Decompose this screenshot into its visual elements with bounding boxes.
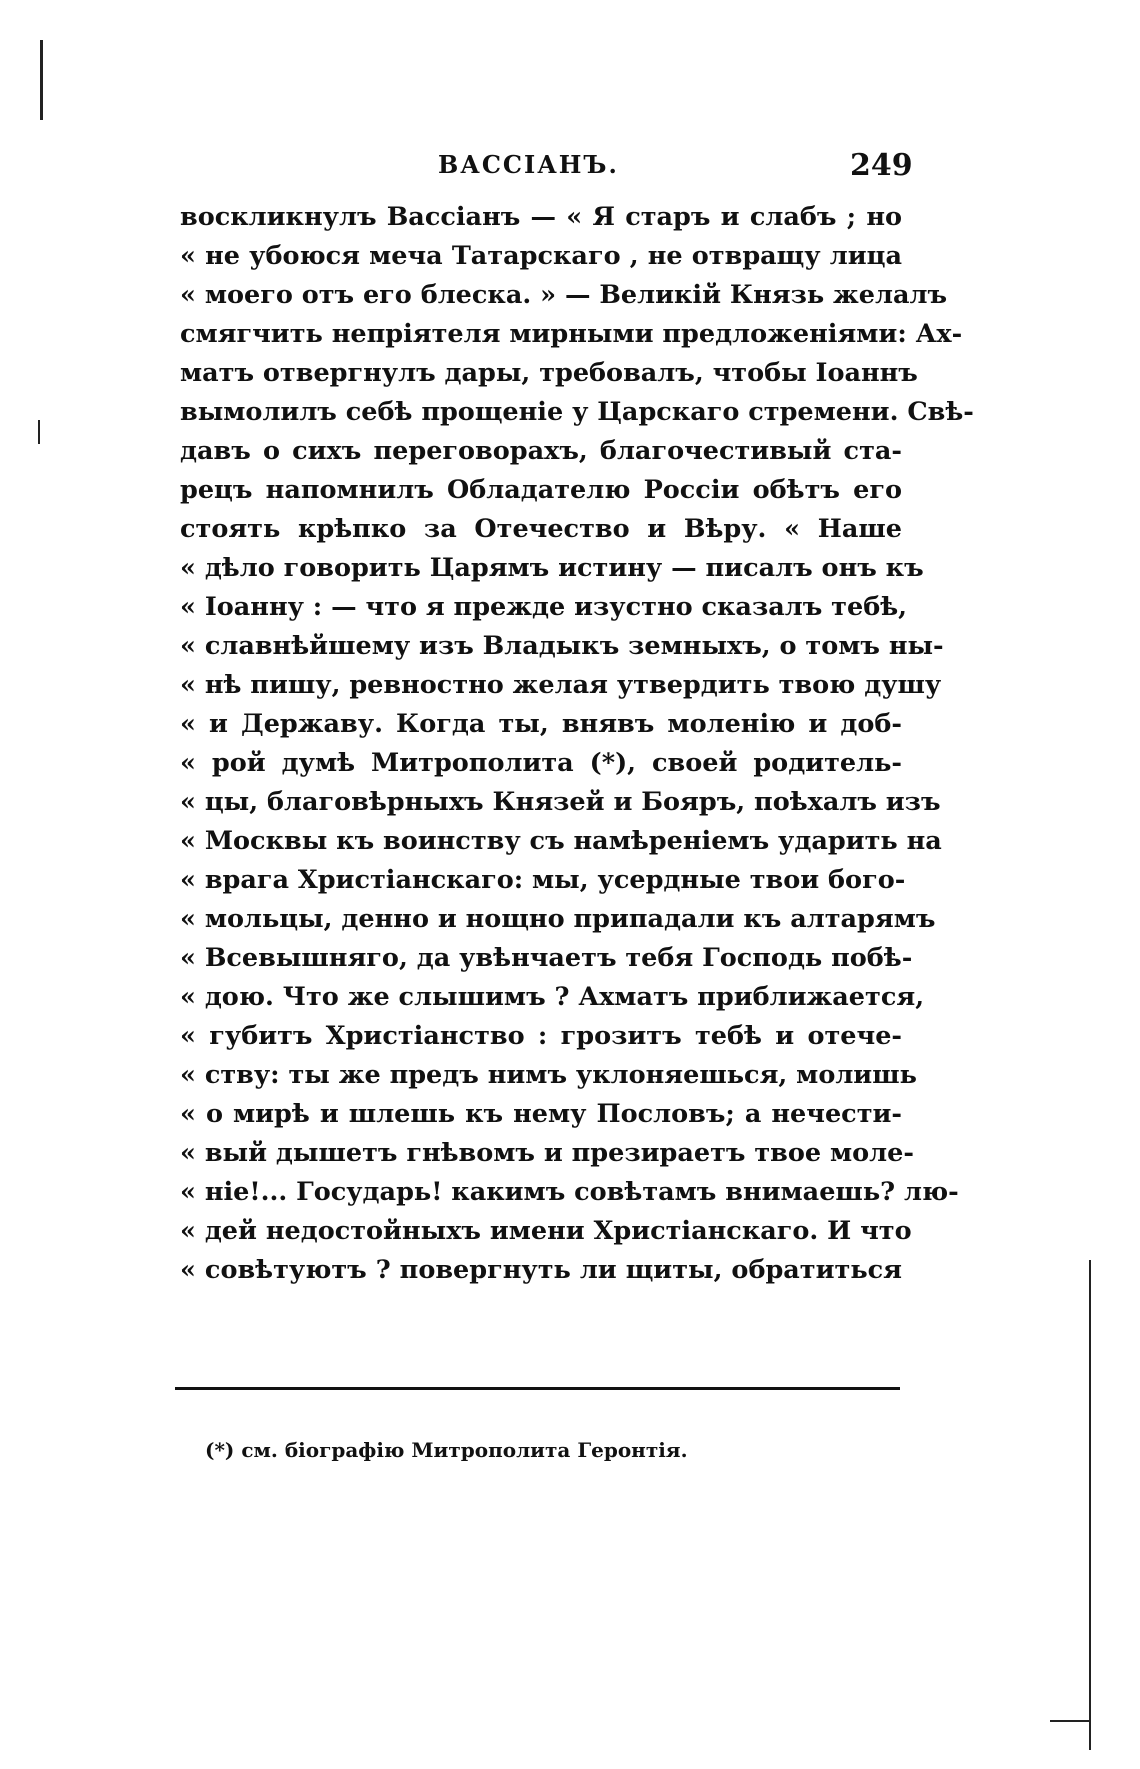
text-line: « не убоюся меча Татарскаго , не отвращу лица xyxy=(180,241,902,271)
text-line: « Москвы къ воинству съ намѣреніемъ ударить на xyxy=(180,826,942,856)
text-line: матъ отвергнулъ дары, требовалъ, чтобы Іоаннъ xyxy=(180,358,918,388)
text-line: « Всевышняго, да увѣнчаетъ тебя Господь побѣ- xyxy=(180,943,913,973)
text-line: « моего отъ его блеска. » — Великій Князь желалъ xyxy=(180,280,948,310)
text-line: « вый дышетъ гнѣвомъ и презираетъ твое моле- xyxy=(180,1138,914,1168)
text-line: « ству: ты же предъ нимъ уклоняешься, молишь xyxy=(180,1060,917,1090)
text-line: давъ о сихъ переговорахъ, благочестивый ста- xyxy=(180,436,902,466)
scan-margin-mark-bottom-right xyxy=(1050,1720,1090,1722)
text-line: « о мирѣ и шлешь къ нему Пословъ; а нечести- xyxy=(180,1099,902,1129)
text-line: « дей недостойныхъ имени Христіанскаго. И что xyxy=(180,1216,912,1246)
scan-margin-mark-top-left xyxy=(40,40,43,120)
text-line: « цы, благовѣрныхъ Князей и Бояръ, поѣхалъ изъ xyxy=(180,787,941,817)
text-line: « мольцы, денно и нощно припадали къ алтарямъ xyxy=(180,904,936,934)
text-line: смягчить непріятеля мирными предложеніями: Ах- xyxy=(180,319,963,349)
scan-margin-mark-right xyxy=(1089,1260,1091,1750)
footnote: (*) см. біографію Митрополита Геронтія. xyxy=(205,1438,688,1462)
text-line: « Іоанну : — что я прежде изустно сказалъ тебѣ, xyxy=(180,592,908,622)
text-line: « и Державу. Когда ты, внявъ моленію и доб- xyxy=(180,709,902,739)
text-line: вымолилъ себѣ прощеніе у Царскаго стремени. Свѣ- xyxy=(180,397,974,427)
text-line: воскликнулъ Вассіанъ — « Я старъ и слабъ ; но xyxy=(180,202,902,232)
text-line: « нѣ пишу, ревностно желая утвердить твою душу xyxy=(180,670,942,700)
text-line: стоять крѣпко за Отечество и Вѣру. « Наше xyxy=(180,514,902,544)
text-line: « рой думѣ Митрополита (*), своей родитель- xyxy=(180,748,902,778)
text-line: рецъ напомнилъ Обладателю Россіи обѣтъ его xyxy=(180,475,902,505)
scan-margin-mark-left xyxy=(38,420,40,444)
text-line: « врага Христіанскаго: мы, усердные твои бого- xyxy=(180,865,906,895)
body-text xyxy=(180,198,974,1290)
footnote-separator-rule xyxy=(175,1387,900,1390)
text-line: « губитъ Христіанство : грозитъ тебѣ и отече- xyxy=(180,1021,902,1051)
text-line: « ніе!... Государь! какимъ совѣтамъ внимаешь? лю- xyxy=(180,1177,959,1207)
running-title: ВАССІАНЪ. xyxy=(438,150,619,179)
text-line: « славнѣйшему изъ Владыкъ земныхъ, о томъ ны- xyxy=(180,631,944,661)
text-line: « дѣло говорить Царямъ истину — писалъ онъ къ xyxy=(180,553,924,583)
page-number: 249 xyxy=(850,148,913,183)
text-line: « совѣтуютъ ? повергнуть ли щиты, обратиться xyxy=(180,1255,902,1285)
text-line: « дою. Что же слышимъ ? Ахматъ приближается, xyxy=(180,982,925,1012)
